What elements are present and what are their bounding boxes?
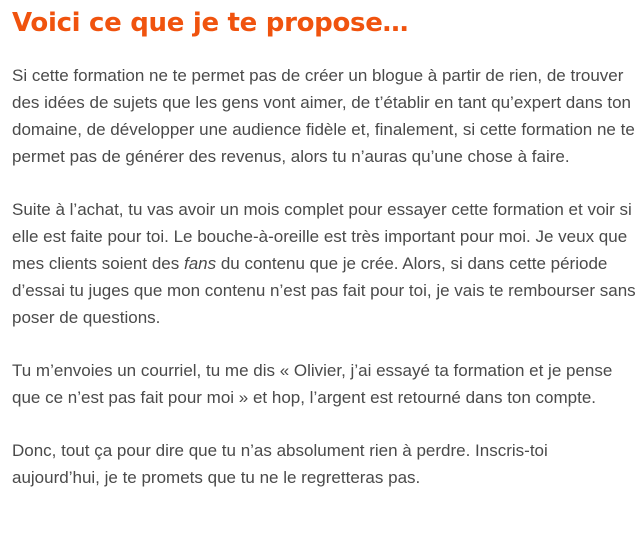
emphasis-fans: fans xyxy=(183,254,217,273)
paragraph-refund-process: Tu m’envoies un courriel, tu me dis « Olivier, j’ai essayé ta formation et je pense que ce n’est pas fait pour moi » et hop, l’argent est retourné dans ton compte. xyxy=(12,361,613,407)
section-heading: Voici ce que je te propose… xyxy=(12,8,409,38)
paragraph-trial-text-start: Suite à l’achat, tu vas avoir un mois complet pour essayer cette formation et voir si elle est faite pour toi. Le bouche-à-oreille est très important pour moi. Je veux que mes clients soient des xyxy=(12,200,632,273)
paragraph-guarantee-intro: Si cette formation ne te permet pas de créer un blogue à partir de rien, de trouver des idées de sujets que les gens vont aimer, de t’établir en tant qu’expert dans ton domaine, de développer une audience fidèle et, finalement, si cette formation ne te permet pas de générer des revenus, alors tu n’auras qu’une chose à faire. xyxy=(12,66,635,166)
paragraph-conclusion: Donc, tout ça pour dire que tu n’as absolument rien à perdre. Inscris-toi aujourd’hui, je te promets que tu ne le regretteras pas. xyxy=(12,441,548,487)
paragraph-trial-period xyxy=(12,196,638,331)
paragraph-trial-text-end: du contenu que je crée. Alors, si dans cette période d’essai tu juges que mon contenu n’est pas fait pour toi, je vais te rembourser sans poser de questions. xyxy=(12,254,636,327)
